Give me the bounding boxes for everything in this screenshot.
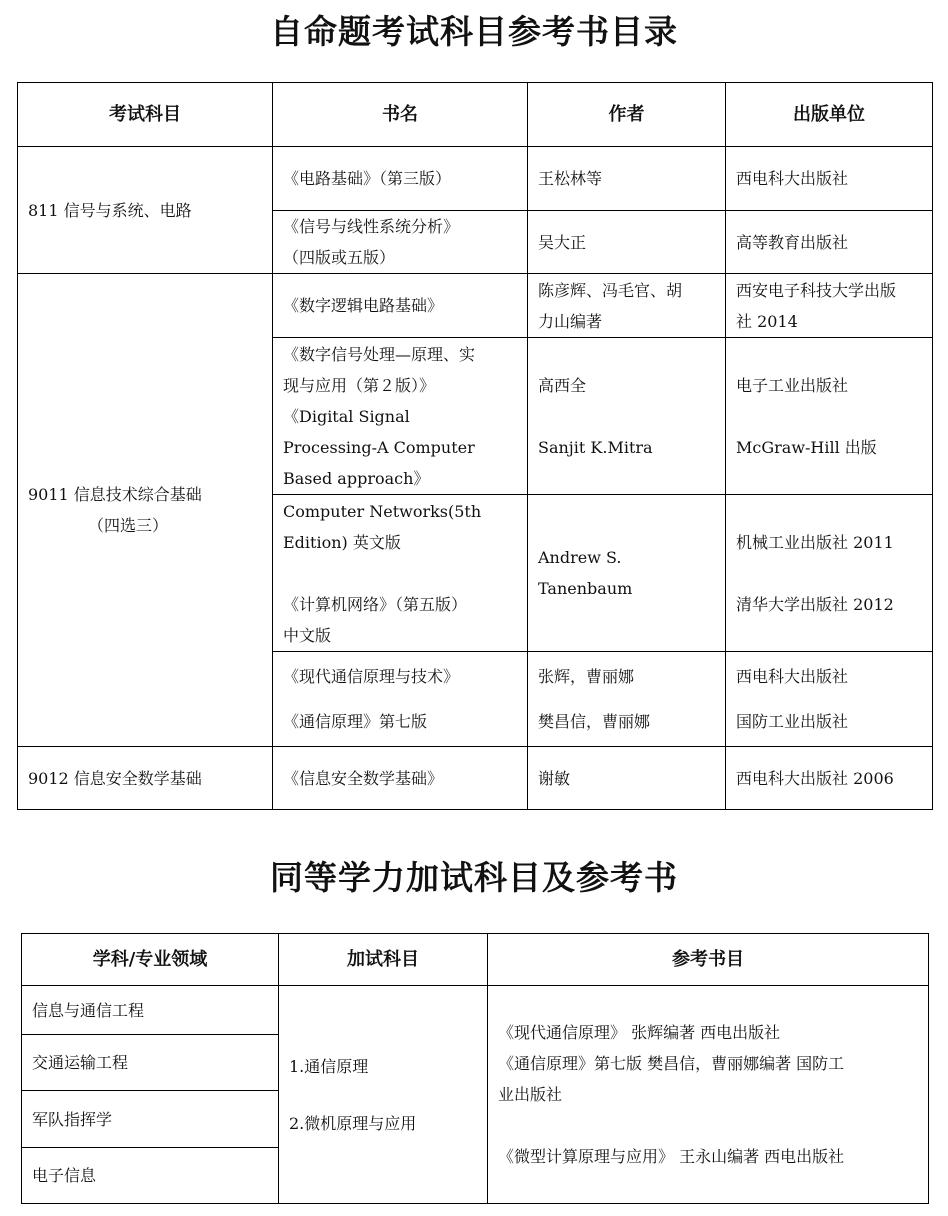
header-reference: 参考书目 (488, 934, 929, 986)
field-cell: 交通运输工程 (22, 1035, 279, 1091)
field-cell: 信息与通信工程 (22, 986, 279, 1035)
publisher-cell: 西电科大出版社 国防工业出版社 (726, 652, 933, 747)
publisher-cell: 机械工业出版社 2011 清华大学出版社 2012 (726, 495, 933, 652)
author-cell: 吴大正 (528, 211, 726, 274)
field-cell: 军队指挥学 (22, 1091, 279, 1148)
publisher-cell: 高等教育出版社 (726, 211, 933, 274)
publisher-cell: 西安电子科技大学出版 社 2014 (726, 274, 933, 338)
subject-cell: 9012 信息安全数学基础 (18, 747, 273, 810)
subject-cell: 9011 信息技术综合基础 （四选三） (18, 274, 273, 747)
book-cell: 《信号与线性系统分析》 （四版或五版） (273, 211, 528, 274)
subject-cell: 811 信号与系统、电路 (18, 147, 273, 274)
section-title: 同等学力加试科目及参考书 (270, 858, 678, 897)
table-header-row (22, 934, 929, 986)
page-title: 自命题考试科目参考书目录 (270, 12, 678, 51)
header-publisher: 出版单位 (726, 83, 933, 147)
header-book: 书名 (273, 83, 528, 147)
author-cell: 王松林等 (528, 147, 726, 211)
book-cell: 《数字信号处理—原理、实 现与应用（第２版）》 《Digital Signal Processing-A Computer Based approach》 (273, 338, 528, 495)
header-subject: 考试科目 (18, 83, 273, 147)
table-row (18, 747, 933, 810)
author-cell: 陈彦辉、冯毛官、胡 力山编著 (528, 274, 726, 338)
table-row (22, 986, 929, 1035)
author-cell: 张辉，曹丽娜 樊昌信，曹丽娜 (528, 652, 726, 747)
header-extra-subject: 加试科目 (279, 934, 488, 986)
book-cell: 《电路基础》（第三版） (273, 147, 528, 211)
book-cell: 《信息安全数学基础》 (273, 747, 528, 810)
book-cell: Computer Networks(5th Edition) 英文版 《计算机网络》（第五版） 中文版 (273, 495, 528, 652)
publisher-cell: 电子工业出版社 McGraw-Hill 出版 (726, 338, 933, 495)
author-cell: Andrew S. Tanenbaum (528, 495, 726, 652)
field-cell: 电子信息 (22, 1148, 279, 1204)
book-cell: 《现代通信原理与技术》 《通信原理》第七版 (273, 652, 528, 747)
book-cell: 《数字逻辑电路基础》 (273, 274, 528, 338)
reference-book-table (17, 82, 933, 810)
publisher-cell: 西电科大出版社 (726, 147, 933, 211)
header-author: 作者 (528, 83, 726, 147)
author-cell: 高西全 Sanjit K.Mitra (528, 338, 726, 495)
equivalent-exam-table (21, 933, 929, 1204)
reference-cell: 《现代通信原理》 张辉编著 西电出版社 《通信原理》第七版 樊昌信，曹丽娜编著 国防工 业出版社 《微型计算原理与应用》 王永山编著 西电出版社 (488, 986, 929, 1204)
author-cell: 谢敏 (528, 747, 726, 810)
extra-subject-cell: 1.通信原理 2.微机原理与应用 (279, 986, 488, 1204)
table-row (18, 274, 933, 338)
table-row (18, 147, 933, 211)
table-header-row (18, 83, 933, 147)
publisher-cell: 西电科大出版社 2006 (726, 747, 933, 810)
header-field: 学科/专业领域 (22, 934, 279, 986)
